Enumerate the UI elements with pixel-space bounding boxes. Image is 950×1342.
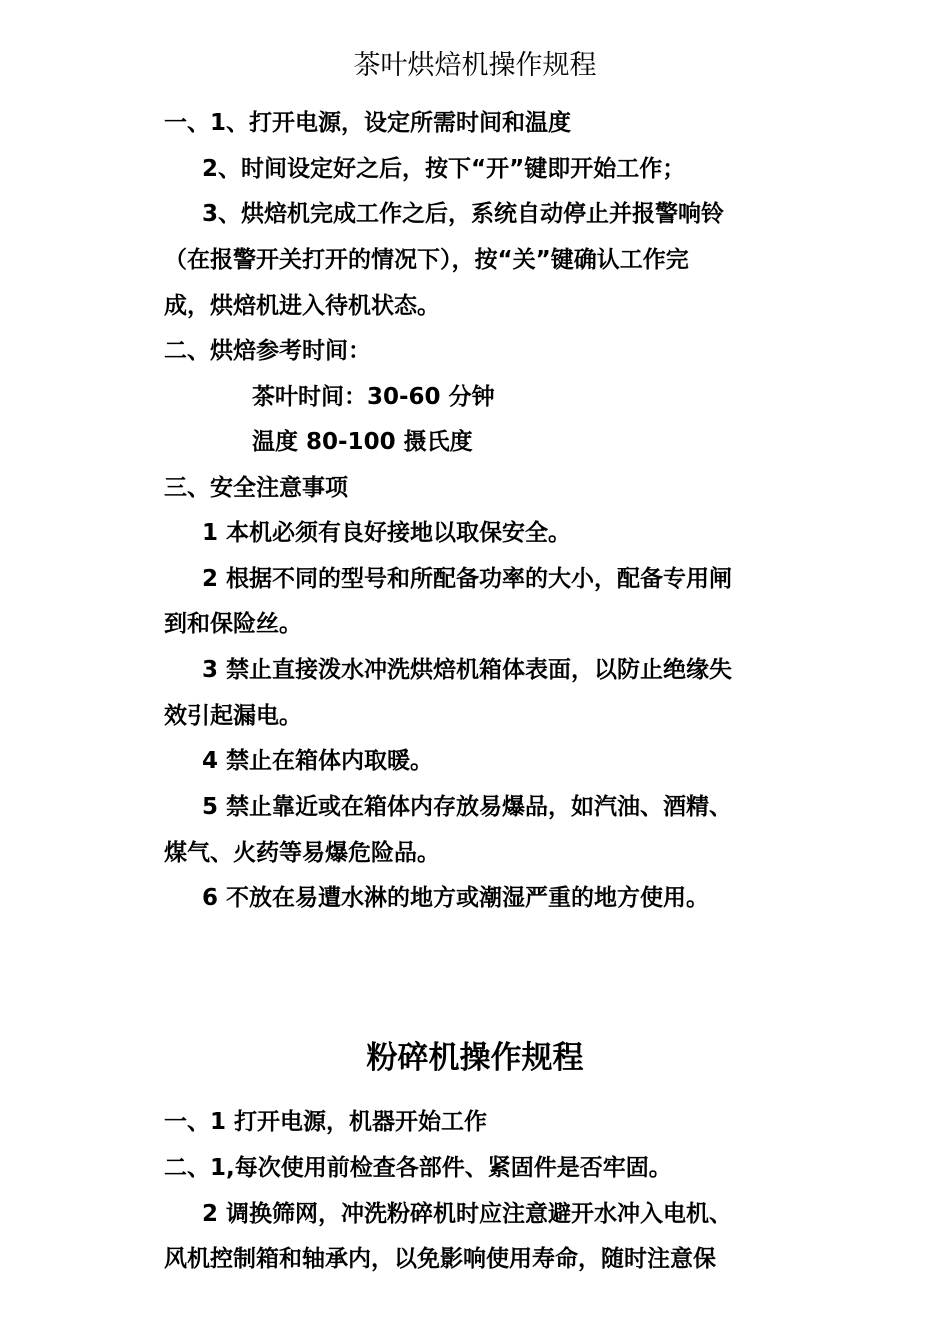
safety-item-5: 5 禁止靠近或在箱体内存放易爆品，如汽油、酒精、 <box>202 794 733 820</box>
grinder-check-1: 二、1,每次使用前检查各部件、紧固件是否牢固。 <box>164 1155 672 1181</box>
grinder-check-2-cont: 风机控制箱和轴承内，以免影响使用寿命，随时注意保 <box>164 1246 716 1272</box>
roaster-step-2: 2、时间设定好之后，按下“开”键即开始工作； <box>202 156 686 182</box>
safety-item-3-cont: 效引起漏电。 <box>164 703 302 729</box>
roaster-step-3-cont-2: 成，烘焙机进入待机状态。 <box>164 293 440 319</box>
safety-item-1: 1 本机必须有良好接地以取保安全。 <box>202 520 572 546</box>
safety-item-2: 2 根据不同的型号和所配备功率的大小，配备专用闸 <box>202 566 733 592</box>
grinder-procedure-title: 粉碎机操作规程 <box>366 1040 584 1076</box>
roasting-time-heading: 二、烘焙参考时间： <box>164 338 371 364</box>
safety-item-6: 6 不放在易遭水淋的地方或潮湿严重的地方使用。 <box>202 885 710 911</box>
safety-item-2-cont: 到和保险丝。 <box>164 611 302 637</box>
safety-item-4: 4 禁止在箱体内取暖。 <box>202 748 434 774</box>
safety-item-3: 3 禁止直接泼水冲洗烘焙机箱体表面，以防止绝缘失 <box>202 657 733 683</box>
roaster-step-1: 一、1、打开电源，设定所需时间和温度 <box>164 110 572 136</box>
temperature-line: 温度 80-100 摄氏度 <box>252 429 473 455</box>
grinder-step-1: 一、1 打开电源，机器开始工作 <box>164 1109 488 1135</box>
roaster-step-3: 3、烘焙机完成工作之后，系统自动停止并报警响铃 <box>202 201 725 227</box>
roaster-step-3-cont-1: （在报警开关打开的情况下），按“关”键确认工作完 <box>164 247 689 273</box>
tea-time-line: 茶叶时间：30-60 分钟 <box>252 384 495 410</box>
safety-item-5-cont: 煤气、火药等易爆危险品。 <box>164 840 440 866</box>
safety-heading: 三、安全注意事项 <box>164 475 348 501</box>
roaster-procedure-title: 茶叶烘焙机操作规程 <box>353 50 597 81</box>
grinder-check-2: 2 调换筛网，冲洗粉碎机时应注意避开水冲入电机、 <box>202 1201 733 1227</box>
